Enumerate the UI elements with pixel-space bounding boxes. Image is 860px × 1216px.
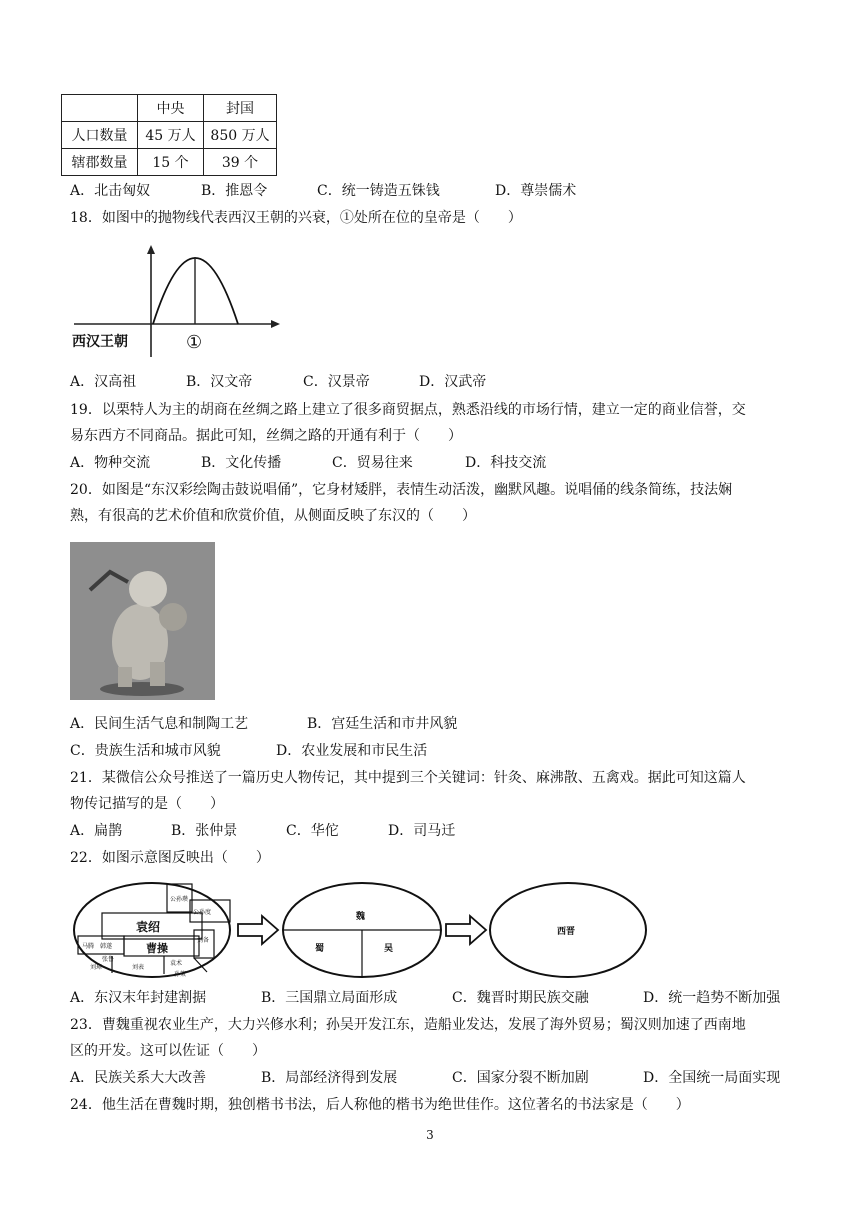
label-yuan-shu: 袁术 [170,960,183,967]
option-c[interactable]: C．国家分裂不断加剧 [452,1070,589,1086]
option-a[interactable]: A．北击匈奴 [70,183,151,199]
q19-stem-line2: 易东西方不同商品。据此可知，丝绸之路的开通有利于（ ） [70,428,462,444]
label-shu: 蜀 [315,944,325,954]
table-header-cell: 中央 [138,95,204,122]
comparison-table [61,94,277,176]
table-header-row [62,95,277,122]
option-c[interactable]: C．魏晋时期民族交融 [452,990,589,1006]
q23-stem-line1: 23．曹魏重视农业生产，大力兴修水利；孙吴开发江东，造船业发达，发展了海外贸易；蜀汉则加速了西南地 [70,1017,746,1033]
q21-stem-line2: 物传记描写的是（ ） [70,796,224,812]
marker-one: ① [186,332,203,353]
option-b[interactable]: B．三国鼎立局面形成 [261,990,398,1006]
q20-stem-line1: 20．如图是“东汉彩绘陶击鼓说唱俑”，它身材矮胖，表情生动活泼，幽默风趣。说唱俑的线条简练，技法娴 [70,482,733,498]
option-b[interactable]: B．局部经济得到发展 [261,1070,398,1086]
period-maps-figure [72,878,652,983]
table-cell: 15 个 [138,149,204,176]
option-a[interactable]: A．民族关系大大改善 [70,1070,207,1086]
table-cell: 45 万人 [138,122,204,149]
label-zhang-lu: 张鲁 [102,956,115,963]
option-a[interactable]: A．民间生活气息和制陶工艺 [70,716,249,732]
label-han-sui: 韩遂 [100,943,113,950]
table-row [62,149,277,176]
option-c[interactable]: C．贵族生活和城市风貌 [70,743,221,759]
table-header-cell [62,95,138,122]
q23-stem-line2: 区的开发。这可以佐证（ ） [70,1043,266,1059]
option-b[interactable]: B．推恩令 [201,183,268,199]
figurine-base [100,682,184,696]
q19-stem-line1: 19．以栗特人为主的胡商在丝绸之路上建立了很多商贸据点，熟悉沿线的市场行情，建立一定的商业信誉，交 [70,402,746,418]
option-a[interactable]: A．物种交流 [70,455,151,471]
option-d[interactable]: D．尊崇儒术 [495,183,577,199]
table-cell: 39 个 [204,149,277,176]
q24-stem: 24．他生活在曹魏时期，独创楷书书法，后人称他的楷书为绝世佳作。这位著名的书法家是（ ） [70,1097,690,1113]
option-d[interactable]: D．统一趋势不断加强 [643,990,781,1006]
q21-stem-line1: 21．某微信公众号推送了一篇历史人物传记，其中提到三个关键词：针灸、麻沸散、五禽戏。据此可知这篇人 [70,770,746,786]
option-a[interactable]: A．汉高祖 [70,374,137,390]
arrow-right-icon [238,916,278,944]
page-number: 3 [426,1128,434,1142]
figurine-leg-left [118,667,132,687]
x-axis-arrow [271,320,280,328]
option-b[interactable]: B．张仲景 [171,823,238,839]
option-c[interactable]: C．汉景帝 [303,374,370,390]
option-a[interactable]: A．东汉末年封建割据 [70,990,207,1006]
label-liu-bei: 刘备 [197,937,210,944]
option-c[interactable]: C．华佗 [286,823,339,839]
table-header-cell: 封国 [204,95,277,122]
option-b[interactable]: B．宫廷生活和市井风貌 [307,716,458,732]
figurine-leg-right [150,662,165,686]
table-cell: 850 万人 [204,122,277,149]
figurine-head [129,571,167,607]
label-western-jin: 西晋 [557,927,576,937]
option-d[interactable]: D．全国统一局面实现 [643,1070,781,1086]
option-b[interactable]: B．文化传播 [201,455,282,471]
label-wei: 魏 [356,912,366,922]
option-b[interactable]: B．汉文帝 [186,374,253,390]
table-row [62,122,277,149]
storyteller-figurine-photo [70,542,215,700]
label-ma-teng: 马腾 [82,943,95,950]
q18-stem: 18．如图中的抛物线代表西汉王朝的兴衰，①处所在位的皇帝是（ ） [70,210,522,226]
arrow-right-icon [446,916,486,944]
label-liu-zhang: 刘璋 [90,964,103,971]
label-gongsun-zan: 公孙瓒 [170,896,189,903]
drum [159,603,187,631]
label-gongsun-du: 公孙度 [193,909,212,916]
option-c[interactable]: C．统一铸造五铢钱 [317,183,440,199]
label-sun-ce: 孙策 [174,971,187,978]
dynasty-curve-figure [68,242,288,364]
option-d[interactable]: D．司马迁 [388,823,456,839]
option-d[interactable]: D．农业发展和市民生活 [276,743,428,759]
curve-label: 西汉王朝 [72,334,128,350]
table-cell: 辖郡数量 [62,149,138,176]
label-yuan-shao: 袁绍 [136,920,161,934]
q22-stem: 22．如图示意图反映出（ ） [70,850,270,866]
option-c[interactable]: C．贸易往来 [332,455,413,471]
label-wu: 吴 [384,944,394,954]
table-cell: 人口数量 [62,122,138,149]
q20-stem-line2: 熟，有很高的艺术价值和欣赏价值，从侧面反映了东汉的（ ） [70,508,476,524]
label-cao-cao: 曹操 [146,942,168,955]
option-a[interactable]: A．扁鹊 [70,823,123,839]
option-d[interactable]: D．科技交流 [465,455,547,471]
y-axis-arrow [147,245,155,254]
label-liu-biao: 刘表 [132,964,145,971]
option-d[interactable]: D．汉武帝 [419,374,487,390]
